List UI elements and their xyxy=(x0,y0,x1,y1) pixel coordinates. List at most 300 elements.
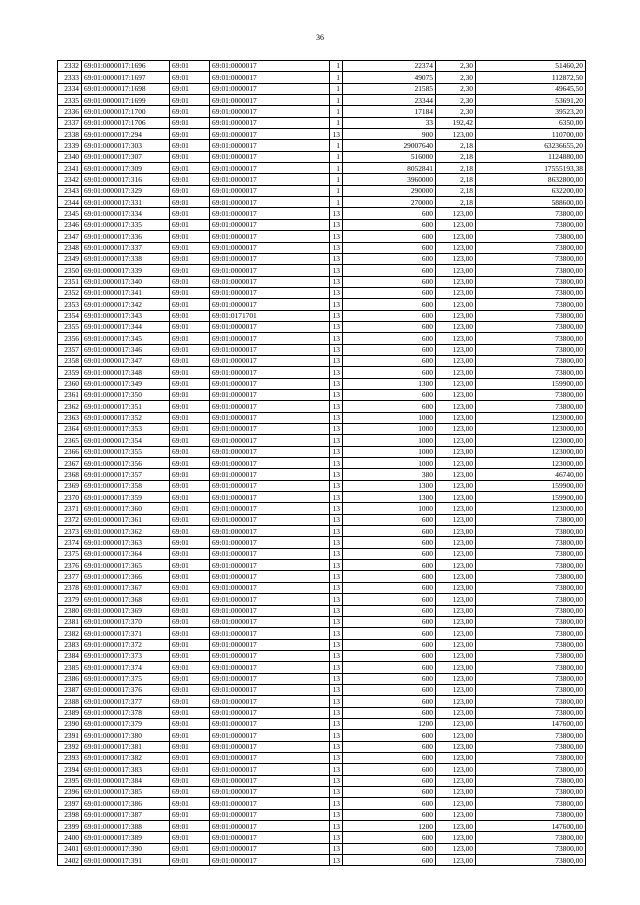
rate-cell: 123,00 xyxy=(436,594,476,605)
quarter-code-cell: 69:01:0000017 xyxy=(210,208,330,219)
area-cell: 270000 xyxy=(343,197,436,208)
value-cell: 123000,00 xyxy=(476,412,586,423)
quarter-code-cell: 69:01:0000017 xyxy=(210,151,330,162)
category-cell: 13 xyxy=(330,424,343,435)
quarter-code-cell: 69:01:0000017 xyxy=(210,809,330,820)
region-code-cell: 69:01 xyxy=(170,741,210,752)
table-row xyxy=(58,435,586,446)
region-code-cell: 69:01 xyxy=(170,219,210,230)
rate-cell: 123,00 xyxy=(436,299,476,310)
quarter-code-cell: 69:01:0000017 xyxy=(210,843,330,854)
value-cell: 73800,00 xyxy=(476,401,586,412)
quarter-code-cell: 69:01:0000017 xyxy=(210,775,330,786)
category-cell: 1 xyxy=(330,61,343,72)
category-cell: 13 xyxy=(330,367,343,378)
table-row xyxy=(58,548,586,559)
area-cell: 1200 xyxy=(343,821,436,832)
category-cell: 13 xyxy=(330,446,343,457)
quarter-code-cell: 69:01:0000017 xyxy=(210,106,330,117)
cadastral-number-cell: 69:01:0000017:341 xyxy=(82,287,170,298)
rate-cell: 2,18 xyxy=(436,163,476,174)
table-body xyxy=(58,61,586,866)
quarter-code-cell: 69:01:0000017 xyxy=(210,344,330,355)
category-cell: 13 xyxy=(330,299,343,310)
region-code-cell: 69:01 xyxy=(170,855,210,866)
area-cell: 600 xyxy=(343,321,436,332)
area-cell: 600 xyxy=(343,752,436,763)
quarter-code-cell: 69:01:0000017 xyxy=(210,503,330,514)
value-cell: 159900,00 xyxy=(476,480,586,491)
row-number-cell: 2341 xyxy=(58,163,82,174)
value-cell: 39523,20 xyxy=(476,106,586,117)
rate-cell: 123,00 xyxy=(436,389,476,400)
region-code-cell: 69:01 xyxy=(170,140,210,151)
value-cell: 147600,00 xyxy=(476,718,586,729)
cadastral-number-cell: 69:01:0000017:1699 xyxy=(82,95,170,106)
row-number-cell: 2393 xyxy=(58,752,82,763)
region-code-cell: 69:01 xyxy=(170,389,210,400)
area-cell: 600 xyxy=(343,310,436,321)
area-cell: 600 xyxy=(343,231,436,242)
quarter-code-cell: 69:01:0000017 xyxy=(210,287,330,298)
row-number-cell: 2362 xyxy=(58,401,82,412)
rate-cell: 2,30 xyxy=(436,72,476,83)
row-number-cell: 2344 xyxy=(58,197,82,208)
region-code-cell: 69:01 xyxy=(170,752,210,763)
row-number-cell: 2397 xyxy=(58,798,82,809)
table-row xyxy=(58,650,586,661)
area-cell: 600 xyxy=(343,650,436,661)
value-cell: 73800,00 xyxy=(476,730,586,741)
quarter-code-cell: 69:01:0000017 xyxy=(210,548,330,559)
area-cell: 600 xyxy=(343,594,436,605)
cadastral-number-cell: 69:01:0000017:356 xyxy=(82,458,170,469)
area-cell: 290000 xyxy=(343,185,436,196)
category-cell: 13 xyxy=(330,673,343,684)
region-code-cell: 69:01 xyxy=(170,843,210,854)
row-number-cell: 2335 xyxy=(58,95,82,106)
cadastral-number-cell: 69:01:0000017:345 xyxy=(82,333,170,344)
quarter-code-cell: 69:01:0000017 xyxy=(210,219,330,230)
quarter-code-cell: 69:01:0000017 xyxy=(210,639,330,650)
table-row xyxy=(58,821,586,832)
rate-cell: 123,00 xyxy=(436,537,476,548)
cadastral-number-cell: 69:01:0000017:316 xyxy=(82,174,170,185)
cadastral-number-cell: 69:01:0000017:389 xyxy=(82,832,170,843)
value-cell: 159900,00 xyxy=(476,378,586,389)
cadastral-number-cell: 69:01:0000017:340 xyxy=(82,276,170,287)
area-cell: 600 xyxy=(343,219,436,230)
region-code-cell: 69:01 xyxy=(170,537,210,548)
cadastral-number-cell: 69:01:0000017:303 xyxy=(82,140,170,151)
area-cell: 600 xyxy=(343,560,436,571)
value-cell: 73800,00 xyxy=(476,673,586,684)
table-row xyxy=(58,718,586,729)
quarter-code-cell: 69:01:0000017 xyxy=(210,185,330,196)
cadastral-number-cell: 69:01:0000017:338 xyxy=(82,253,170,264)
table-row xyxy=(58,662,586,673)
row-number-cell: 2381 xyxy=(58,616,82,627)
rate-cell: 123,00 xyxy=(436,650,476,661)
quarter-code-cell: 69:01:0000017 xyxy=(210,730,330,741)
area-cell: 1200 xyxy=(343,718,436,729)
region-code-cell: 69:01 xyxy=(170,208,210,219)
table-row xyxy=(58,843,586,854)
table-row xyxy=(58,242,586,253)
area-cell: 49075 xyxy=(343,72,436,83)
cadastral-number-cell: 69:01:0000017:383 xyxy=(82,764,170,775)
row-number-cell: 2386 xyxy=(58,673,82,684)
quarter-code-cell: 69:01:0000017 xyxy=(210,662,330,673)
value-cell: 73800,00 xyxy=(476,764,586,775)
area-cell: 600 xyxy=(343,548,436,559)
category-cell: 13 xyxy=(330,412,343,423)
category-cell: 13 xyxy=(330,605,343,616)
row-number-cell: 2385 xyxy=(58,662,82,673)
area-cell: 600 xyxy=(343,798,436,809)
row-number-cell: 2369 xyxy=(58,480,82,491)
table-row xyxy=(58,389,586,400)
quarter-code-cell: 69:01:0000017 xyxy=(210,140,330,151)
table-row xyxy=(58,628,586,639)
category-cell: 1 xyxy=(330,163,343,174)
category-cell: 13 xyxy=(330,208,343,219)
category-cell: 13 xyxy=(330,469,343,480)
row-number-cell: 2402 xyxy=(58,855,82,866)
quarter-code-cell: 69:01:0000017 xyxy=(210,855,330,866)
rate-cell: 123,00 xyxy=(436,401,476,412)
category-cell: 1 xyxy=(330,197,343,208)
table-row xyxy=(58,503,586,514)
row-number-cell: 2388 xyxy=(58,696,82,707)
table-row xyxy=(58,458,586,469)
row-number-cell: 2347 xyxy=(58,231,82,242)
region-code-cell: 69:01 xyxy=(170,696,210,707)
rate-cell: 123,00 xyxy=(436,219,476,230)
table-row xyxy=(58,673,586,684)
area-cell: 600 xyxy=(343,208,436,219)
row-number-cell: 2392 xyxy=(58,741,82,752)
region-code-cell: 69:01 xyxy=(170,310,210,321)
category-cell: 13 xyxy=(330,287,343,298)
region-code-cell: 69:01 xyxy=(170,367,210,378)
row-number-cell: 2367 xyxy=(58,458,82,469)
table-row xyxy=(58,809,586,820)
quarter-code-cell: 69:01:0000017 xyxy=(210,741,330,752)
value-cell: 73800,00 xyxy=(476,299,586,310)
category-cell: 13 xyxy=(330,628,343,639)
cadastral-number-cell: 69:01:0000017:307 xyxy=(82,151,170,162)
cadastral-number-cell: 69:01:0000017:365 xyxy=(82,560,170,571)
category-cell: 13 xyxy=(330,730,343,741)
rate-cell: 123,00 xyxy=(436,673,476,684)
region-code-cell: 69:01 xyxy=(170,594,210,605)
row-number-cell: 2339 xyxy=(58,140,82,151)
table-row xyxy=(58,639,586,650)
table-row xyxy=(58,299,586,310)
category-cell: 13 xyxy=(330,378,343,389)
cadastral-number-cell: 69:01:0000017:355 xyxy=(82,446,170,457)
category-cell: 13 xyxy=(330,401,343,412)
rate-cell: 123,00 xyxy=(436,718,476,729)
rate-cell: 2,30 xyxy=(436,95,476,106)
region-code-cell: 69:01 xyxy=(170,344,210,355)
area-cell: 600 xyxy=(343,616,436,627)
table-row xyxy=(58,355,586,366)
rate-cell: 123,00 xyxy=(436,548,476,559)
category-cell: 13 xyxy=(330,787,343,798)
category-cell: 13 xyxy=(330,843,343,854)
table-row xyxy=(58,594,586,605)
rate-cell: 123,00 xyxy=(436,809,476,820)
category-cell: 1 xyxy=(330,185,343,196)
area-cell: 600 xyxy=(343,526,436,537)
value-cell: 73800,00 xyxy=(476,344,586,355)
area-cell: 600 xyxy=(343,582,436,593)
region-code-cell: 69:01 xyxy=(170,730,210,741)
value-cell: 73800,00 xyxy=(476,526,586,537)
rate-cell: 123,00 xyxy=(436,310,476,321)
category-cell: 13 xyxy=(330,764,343,775)
category-cell: 13 xyxy=(330,219,343,230)
region-code-cell: 69:01 xyxy=(170,129,210,140)
region-code-cell: 69:01 xyxy=(170,83,210,94)
quarter-code-cell: 69:01:0000017 xyxy=(210,412,330,423)
area-cell: 1300 xyxy=(343,480,436,491)
row-number-cell: 2387 xyxy=(58,684,82,695)
quarter-code-cell: 69:01:0000017 xyxy=(210,673,330,684)
table-row xyxy=(58,253,586,264)
area-cell: 600 xyxy=(343,707,436,718)
cadastral-number-cell: 69:01:0000017:377 xyxy=(82,696,170,707)
cadastral-number-cell: 69:01:0000017:364 xyxy=(82,548,170,559)
cadastral-number-cell: 69:01:0000017:373 xyxy=(82,650,170,661)
value-cell: 73800,00 xyxy=(476,628,586,639)
table-row xyxy=(58,117,586,128)
cadastral-number-cell: 69:01:0000017:380 xyxy=(82,730,170,741)
category-cell: 13 xyxy=(330,616,343,627)
table-row xyxy=(58,265,586,276)
area-cell: 600 xyxy=(343,809,436,820)
table-row xyxy=(58,446,586,457)
rate-cell: 123,00 xyxy=(436,843,476,854)
cadastral-number-cell: 69:01:0000017:369 xyxy=(82,605,170,616)
quarter-code-cell: 69:01:0000017 xyxy=(210,752,330,763)
cadastral-number-cell: 69:01:0000017:379 xyxy=(82,718,170,729)
value-cell: 73800,00 xyxy=(476,571,586,582)
table-row xyxy=(58,174,586,185)
value-cell: 123000,00 xyxy=(476,446,586,457)
rate-cell: 123,00 xyxy=(436,424,476,435)
area-cell: 600 xyxy=(343,832,436,843)
row-number-cell: 2375 xyxy=(58,548,82,559)
value-cell: 123000,00 xyxy=(476,424,586,435)
region-code-cell: 69:01 xyxy=(170,514,210,525)
region-code-cell: 69:01 xyxy=(170,821,210,832)
row-number-cell: 2398 xyxy=(58,809,82,820)
region-code-cell: 69:01 xyxy=(170,435,210,446)
quarter-code-cell: 69:01:0000017 xyxy=(210,253,330,264)
cadastral-number-cell: 69:01:0000017:359 xyxy=(82,492,170,503)
table-row xyxy=(58,514,586,525)
category-cell: 13 xyxy=(330,560,343,571)
value-cell: 73800,00 xyxy=(476,537,586,548)
table-row xyxy=(58,696,586,707)
cadastral-number-cell: 69:01:0000017:294 xyxy=(82,129,170,140)
cadastral-number-cell: 69:01:0000017:353 xyxy=(82,424,170,435)
cadastral-number-cell: 69:01:0000017:387 xyxy=(82,809,170,820)
value-cell: 73800,00 xyxy=(476,287,586,298)
table-row xyxy=(58,185,586,196)
row-number-cell: 2357 xyxy=(58,344,82,355)
table-row xyxy=(58,424,586,435)
row-number-cell: 2372 xyxy=(58,514,82,525)
cadastral-number-cell: 69:01:0000017:344 xyxy=(82,321,170,332)
region-code-cell: 69:01 xyxy=(170,492,210,503)
value-cell: 73800,00 xyxy=(476,696,586,707)
category-cell: 13 xyxy=(330,253,343,264)
area-cell: 600 xyxy=(343,276,436,287)
category-cell: 13 xyxy=(330,798,343,809)
region-code-cell: 69:01 xyxy=(170,412,210,423)
table-row xyxy=(58,775,586,786)
quarter-code-cell: 69:01:0000017 xyxy=(210,129,330,140)
row-number-cell: 2355 xyxy=(58,321,82,332)
value-cell: 123000,00 xyxy=(476,458,586,469)
category-cell: 13 xyxy=(330,242,343,253)
table-row xyxy=(58,163,586,174)
cadastral-number-cell: 69:01:0000017:350 xyxy=(82,389,170,400)
cadastral-number-cell: 69:01:0000017:371 xyxy=(82,628,170,639)
row-number-cell: 2378 xyxy=(58,582,82,593)
category-cell: 1 xyxy=(330,83,343,94)
row-number-cell: 2360 xyxy=(58,378,82,389)
rate-cell: 123,00 xyxy=(436,560,476,571)
value-cell: 73800,00 xyxy=(476,662,586,673)
cadastral-number-cell: 69:01:0000017:334 xyxy=(82,208,170,219)
value-cell: 73800,00 xyxy=(476,208,586,219)
table-row xyxy=(58,412,586,423)
quarter-code-cell: 69:01:0000017 xyxy=(210,117,330,128)
area-cell: 1000 xyxy=(343,446,436,457)
cadastral-number-cell: 69:01:0000017:386 xyxy=(82,798,170,809)
value-cell: 632200,00 xyxy=(476,185,586,196)
table-row xyxy=(58,367,586,378)
cadastral-number-cell: 69:01:0000017:368 xyxy=(82,594,170,605)
cadastral-number-cell: 69:01:0000017:382 xyxy=(82,752,170,763)
quarter-code-cell: 69:01:0000017 xyxy=(210,265,330,276)
table-row xyxy=(58,151,586,162)
table-row xyxy=(58,571,586,582)
value-cell: 73800,00 xyxy=(476,787,586,798)
region-code-cell: 69:01 xyxy=(170,458,210,469)
category-cell: 13 xyxy=(330,684,343,695)
region-code-cell: 69:01 xyxy=(170,446,210,457)
cadastral-number-cell: 69:01:0000017:1706 xyxy=(82,117,170,128)
region-code-cell: 69:01 xyxy=(170,163,210,174)
category-cell: 13 xyxy=(330,741,343,752)
rate-cell: 123,00 xyxy=(436,378,476,389)
area-cell: 600 xyxy=(343,253,436,264)
value-cell: 73800,00 xyxy=(476,684,586,695)
value-cell: 73800,00 xyxy=(476,616,586,627)
row-number-cell: 2343 xyxy=(58,185,82,196)
quarter-code-cell: 69:01:0000017 xyxy=(210,696,330,707)
cadastral-number-cell: 69:01:0000017:390 xyxy=(82,843,170,854)
cadastral-number-cell: 69:01:0000017:343 xyxy=(82,310,170,321)
value-cell: 73800,00 xyxy=(476,605,586,616)
area-cell: 600 xyxy=(343,605,436,616)
category-cell: 13 xyxy=(330,594,343,605)
value-cell: 73800,00 xyxy=(476,832,586,843)
cadastral-number-cell: 69:01:0000017:339 xyxy=(82,265,170,276)
row-number-cell: 2391 xyxy=(58,730,82,741)
rate-cell: 2,30 xyxy=(436,83,476,94)
quarter-code-cell: 69:01:0000017 xyxy=(210,446,330,457)
cadastral-number-cell: 69:01:0000017:363 xyxy=(82,537,170,548)
quarter-code-cell: 69:01:0000017 xyxy=(210,72,330,83)
region-code-cell: 69:01 xyxy=(170,61,210,72)
area-cell: 23344 xyxy=(343,95,436,106)
quarter-code-cell: 69:01:0000017 xyxy=(210,707,330,718)
rate-cell: 123,00 xyxy=(436,787,476,798)
row-number-cell: 2364 xyxy=(58,424,82,435)
table-row xyxy=(58,537,586,548)
row-number-cell: 2336 xyxy=(58,106,82,117)
region-code-cell: 69:01 xyxy=(170,480,210,491)
table-row xyxy=(58,401,586,412)
cadastral-number-cell: 69:01:0000017:388 xyxy=(82,821,170,832)
value-cell: 147600,00 xyxy=(476,821,586,832)
value-cell: 73800,00 xyxy=(476,310,586,321)
rate-cell: 2,18 xyxy=(436,185,476,196)
area-cell: 600 xyxy=(343,299,436,310)
cadastral-number-cell: 69:01:0000017:378 xyxy=(82,707,170,718)
region-code-cell: 69:01 xyxy=(170,333,210,344)
area-cell: 600 xyxy=(343,287,436,298)
rate-cell: 123,00 xyxy=(436,287,476,298)
row-number-cell: 2399 xyxy=(58,821,82,832)
row-number-cell: 2374 xyxy=(58,537,82,548)
row-number-cell: 2334 xyxy=(58,83,82,94)
region-code-cell: 69:01 xyxy=(170,560,210,571)
table-row xyxy=(58,616,586,627)
area-cell: 600 xyxy=(343,696,436,707)
area-cell: 600 xyxy=(343,684,436,695)
quarter-code-cell: 69:01:0000017 xyxy=(210,355,330,366)
rate-cell: 123,00 xyxy=(436,208,476,219)
quarter-code-cell: 69:01:0000017 xyxy=(210,163,330,174)
area-cell: 1000 xyxy=(343,412,436,423)
table-row xyxy=(58,707,586,718)
table-row xyxy=(58,469,586,480)
value-cell: 6350,00 xyxy=(476,117,586,128)
area-cell: 600 xyxy=(343,843,436,854)
table-row xyxy=(58,95,586,106)
rate-cell: 123,00 xyxy=(436,129,476,140)
region-code-cell: 69:01 xyxy=(170,95,210,106)
rate-cell: 123,00 xyxy=(436,764,476,775)
category-cell: 13 xyxy=(330,333,343,344)
row-number-cell: 2349 xyxy=(58,253,82,264)
area-cell: 600 xyxy=(343,355,436,366)
value-cell: 73800,00 xyxy=(476,242,586,253)
region-code-cell: 69:01 xyxy=(170,299,210,310)
area-cell: 600 xyxy=(343,242,436,253)
table-row xyxy=(58,526,586,537)
cadastral-value-table xyxy=(57,60,586,866)
value-cell: 63236655,20 xyxy=(476,140,586,151)
